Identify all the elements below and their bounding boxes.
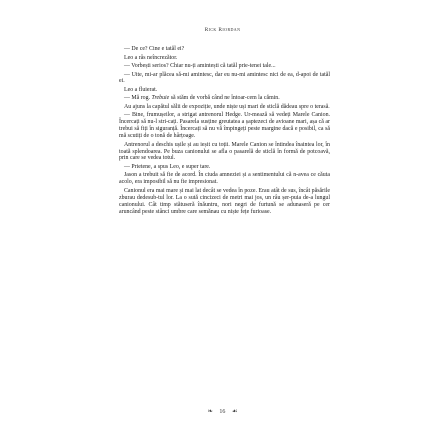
page-footer bbox=[0, 407, 445, 415]
paragraph: Antrenorul a deschis ușile și au ieșit cu toții. Marele Canion se întindea înaintea lor, în toată splendoarea. Pe buza canionului se afla o pasarelă de sticlă în formă de potcoavă, prin care se vedea totul. bbox=[119, 141, 330, 162]
paragraph: Au ajuns la capătul sălii de expoziție, unde niște uși mari de sticlă dădeau spre o terasă. bbox=[124, 103, 330, 110]
running-header-author: Rick Riordan bbox=[204, 27, 241, 33]
ornament-left-icon: ❧ bbox=[207, 407, 213, 415]
paragraph: — Prietene, a spus Leo, e super tare. bbox=[124, 163, 211, 170]
paragraph: Canionul era mai mare și mai lat decât se vedea în poze. Erau atât de sus, încât păsările zburau dedesub-tul lor. La o sută cincizeci de metri mai jos, un râu șer-puia de-a lungul canionului. Cât timp stătuseră înăuntru, nori negri de furtună se adunaseră pe cer aruncând peste stânci umbre care semănau cu niște fețe furioase. bbox=[119, 187, 330, 215]
paragraph: — De ce? Cine e tatăl ei? bbox=[124, 46, 185, 52]
paragraph: Leo a fluierat. bbox=[124, 86, 158, 93]
paragraph: — Mă rog. Trebuie să stăm de vorbă când ne întoar-cem la cămin. bbox=[124, 95, 280, 102]
body-text bbox=[119, 46, 330, 217]
ornament-right-icon: ☙ bbox=[231, 407, 238, 415]
paragraph: — Bine, frumușeilor, a strigat antrenorul Hedge. Ur-mează să vedeți Marele Canion. Încercați să nu-l stri-cați. Pasarela susține greutatea a șaptezeci de avioane mari, așa că ar trebui să fiți în siguranță. Încercați să nu vă împingeți peste margine dacă e posibil, ca să mă scutiți de o tonă de hârțoage. bbox=[119, 112, 330, 140]
paragraph: Leo a râs neîncrezător. bbox=[124, 54, 178, 61]
emphasis: Trebuie bbox=[151, 95, 170, 102]
page-number: 16 bbox=[219, 409, 226, 415]
paragraph: — Uite, mi-ar plăcea să-mi amintesc, dar eu nu-mi amintesc nici de ea, d-apoi de tatăl ei. bbox=[119, 71, 330, 85]
paragraph: — Vorbești serios? Chiar nu-ți amintești că tatăl prie-tenei tale... bbox=[124, 63, 276, 69]
paragraph: Jason a trebuit să fie de acord. În ciuda amneziei și a sentimentului că n-avea ce căuta acolo, era imposibil să nu fie impresionat. bbox=[119, 172, 330, 186]
